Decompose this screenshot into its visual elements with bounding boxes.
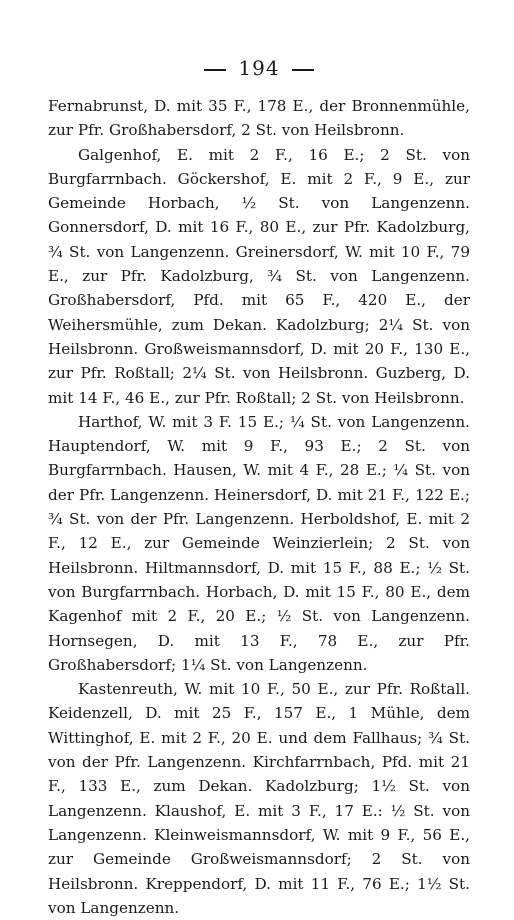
header-dash-right — [292, 69, 314, 71]
paragraph-g: Galgenhof, E. mit 2 F., 16 E.; 2 St. von Burgfarrnbach. Göckershof, E. mit 2 F., 9 E., zur Gemeinde Horbach, ½ St. von Langenzenn. Gonnersdorf, D. mit 16 F., 80 E., zur Pfr. Kadolzburg, ¾ St. von Langenzenn. Greinersdorf, W. mit 10 F., 79 E., zur Pfr. Kadolzburg, ¾ St. von Langenzenn. Großhabersdorf, Pfd. mit 65 F., 420 E., der Weihersmühle, zum Dekan. Kadolzburg; 2¼ St. von Heilsbronn. Großweismannsdorf, D. mit 20 F., 130 E., zur Pfr. Roßtall; 2¼ St. von Heilsbronn. Guzberg, D. mit 14 F., 46 E., zur Pfr. Roßtall; 2 St. von Heilsbronn. — [48, 145, 470, 407]
header-dash-left — [204, 69, 226, 71]
page-number: 194 — [238, 56, 280, 80]
paragraph-f: Fernabrunst, D. mit 35 F., 178 E., der Bronnenmühle, zur Pfr. Großhabersdorf, 2 St. von Heilsbronn. — [48, 97, 470, 140]
paragraph-k: Kastenreuth, W. mit 10 F., 50 E., zur Pfr. Roßtall. Keidenzell, D. mit 25 F., 157 E., 1 Mühle, dem Wittinghof, E. mit 2 F., 20 E. und dem Fallhaus; ¾ St. von der Pfr. Langenzenn. Kirchfarrnbach, Pfd. mit 21 F., 133 E., zum Dekan. Kadolzburg; 1½ St. von Langenzenn. Klaushof, E. mit 3 F., 17 E.: ½ St. von Langenzenn. Kleinweismannsdorf, W. mit 9 F., 56 E., zur Gemeinde Großweismannsdorf; 2 St. von Heilsbronn. Kreppendorf, D. mit 11 F., 76 E.; 1½ St. von Langenzenn. — [48, 680, 470, 917]
paragraph-h: Harthof, W. mit 3 F. 15 E.; ¼ St. von Langenzenn. Hauptendorf, W. mit 9 F., 93 E.; 2 St. von Burgfarrnbach. Hausen, W. mit 4 F., 28 E.; ¼ St. von der Pfr. Langenzenn. Heinersdorf, D. mit 21 F., 122 E.; ¾ St. von der Pfr. Langenzenn. Herboldshof, E. mit 2 F., 12 E., zur Gemeinde Weinzierlein; 2 St. von Heilsbronn. Hiltmannsdorf, D. mit 15 F., 88 E.; ½ St. von Burgfarrnbach. Horbach, D. mit 15 F., 80 E., dem Kagenhof mit 2 F., 20 E.; ½ St. von Langenzenn. Hornsegen, D. mit 13 F., 78 E., zur Pfr. Großhabersdorf; 1¼ St. von Langenzenn. — [48, 412, 470, 674]
body-text — [48, 94, 470, 920]
page-header — [48, 56, 470, 80]
